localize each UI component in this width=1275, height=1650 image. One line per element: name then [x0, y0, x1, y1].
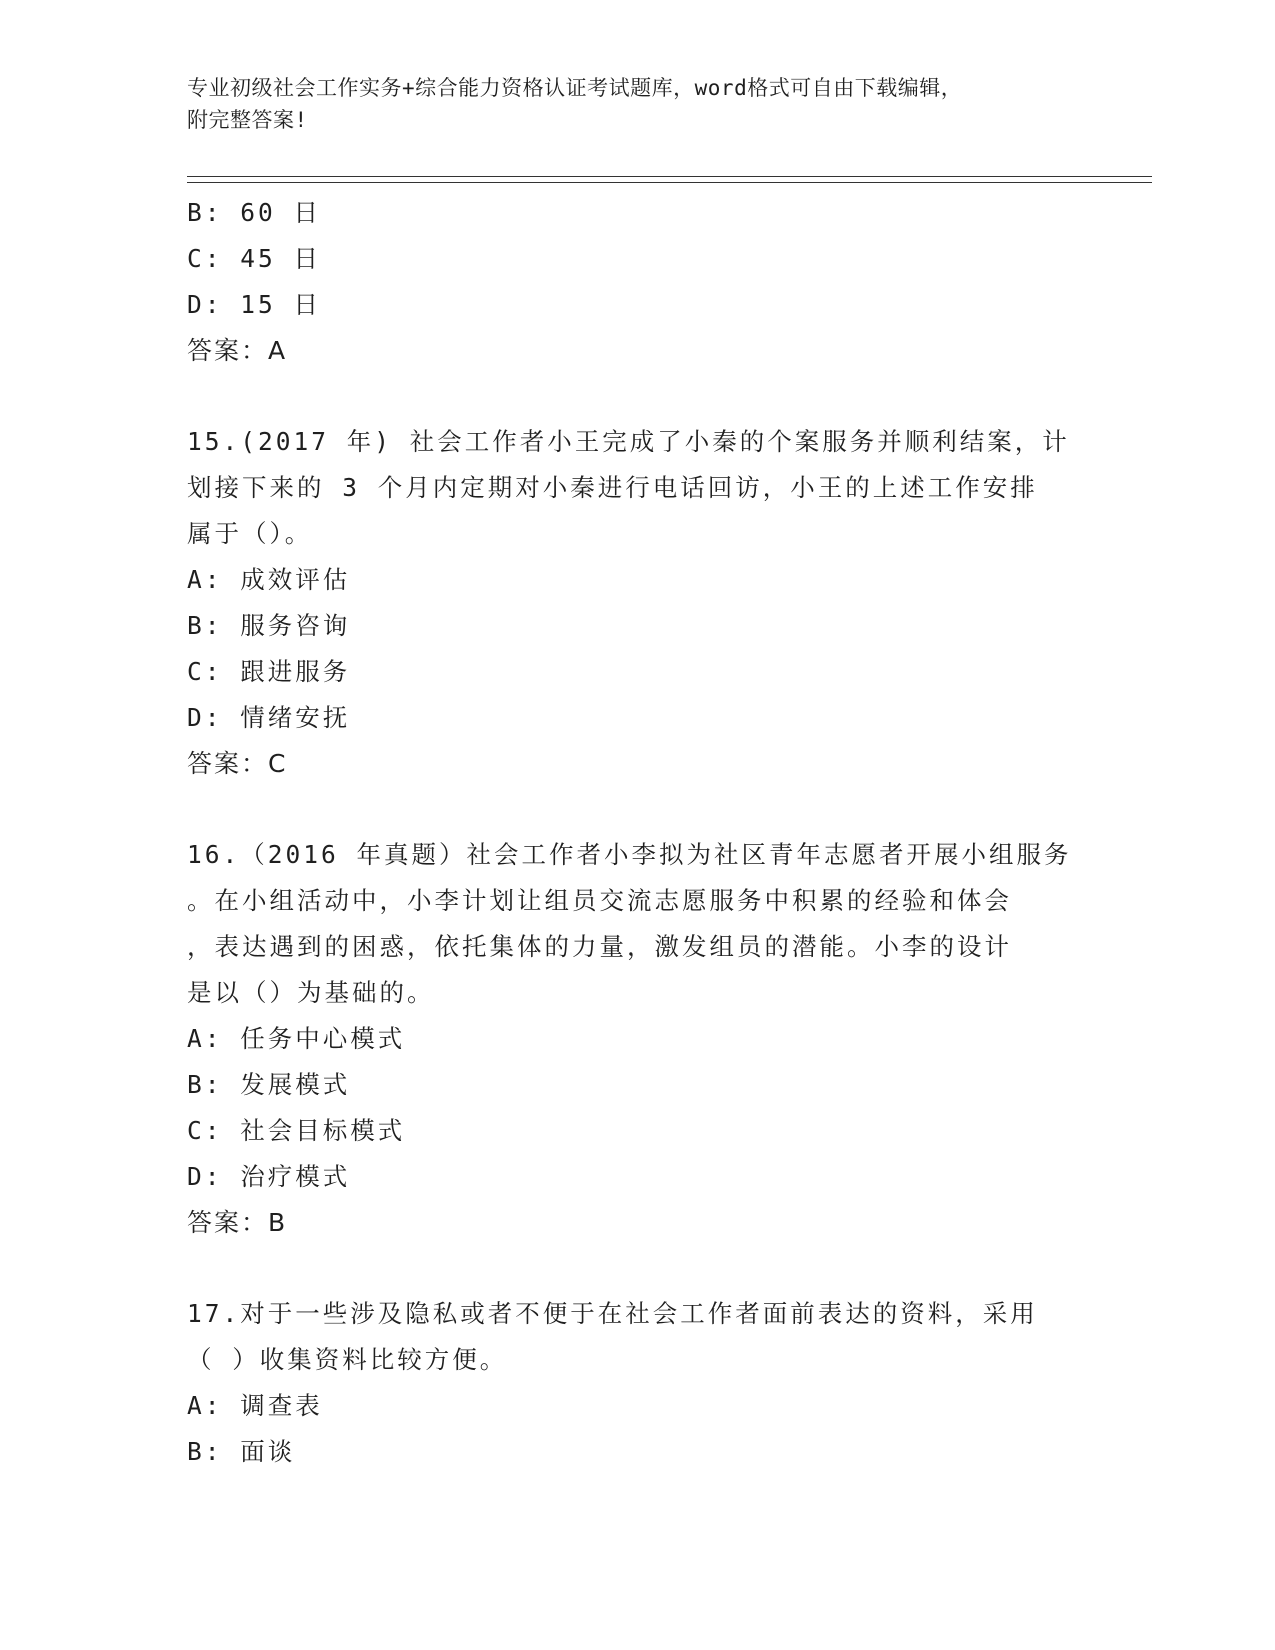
question-stem-line: 是以（）为基础的。 — [187, 978, 435, 1007]
question-17 — [187, 1291, 1107, 1475]
option-d: D: 15 日 — [187, 290, 322, 319]
question-stem-line: 15.(2017 年) 社会工作者小王完成了小秦的个案服务并顺利结案，计 — [187, 427, 1070, 456]
answer-line: 答案：A — [187, 336, 288, 365]
question-stem-line: 17.对于一些涉及隐私或者不便于在社会工作者面前表达的资料，采用 — [187, 1299, 1038, 1328]
answer-line: 答案：C — [187, 749, 288, 778]
option-b: B: 服务咨询 — [187, 611, 351, 640]
option-b: B: 发展模式 — [187, 1070, 351, 1099]
option-c: C: 45 日 — [187, 244, 322, 273]
option-b: B: 60 日 — [187, 198, 322, 227]
spacer — [187, 1246, 1107, 1291]
option-d: D: 情绪安抚 — [187, 703, 351, 732]
question-stem-line: 划接下来的 3 个月内定期对小秦进行电话回访，小王的上述工作安排 — [187, 473, 1038, 502]
option-d: D: 治疗模式 — [187, 1162, 351, 1191]
header-line-2: 附完整答案! — [187, 108, 308, 132]
spacer — [187, 787, 1107, 832]
page-header — [187, 72, 1087, 136]
option-c: C: 社会目标模式 — [187, 1116, 406, 1145]
prev-question — [187, 190, 1107, 374]
question-body — [187, 190, 1107, 1475]
question-stem-line: 。在小组活动中，小李计划让组员交流志愿服务中积累的经验和体会 — [187, 886, 1012, 915]
question-stem-line: 属于（）。 — [187, 519, 313, 548]
option-c: C: 跟进服务 — [187, 657, 351, 686]
option-a: A: 成效评估 — [187, 565, 351, 594]
option-a: A: 任务中心模式 — [187, 1024, 406, 1053]
spacer — [187, 374, 1107, 419]
question-stem-line: （ ）收集资料比较方便。 — [187, 1345, 508, 1374]
option-b: B: 面谈 — [187, 1437, 296, 1466]
header-divider — [187, 176, 1152, 183]
question-stem-line: 16.（2016 年真题）社会工作者小李拟为社区青年志愿者开展小组服务 — [187, 840, 1072, 869]
question-15 — [187, 419, 1107, 787]
option-a: A: 调查表 — [187, 1391, 323, 1420]
answer-line: 答案：B — [187, 1208, 288, 1237]
header-line-1: 专业初级社会工作实务+综合能力资格认证考试题库，word格式可自由下载编辑， — [187, 76, 963, 100]
question-16 — [187, 832, 1107, 1246]
question-stem-line: ，表达遇到的困惑，依托集体的力量，激发组员的潜能。小李的设计 — [187, 932, 1012, 961]
